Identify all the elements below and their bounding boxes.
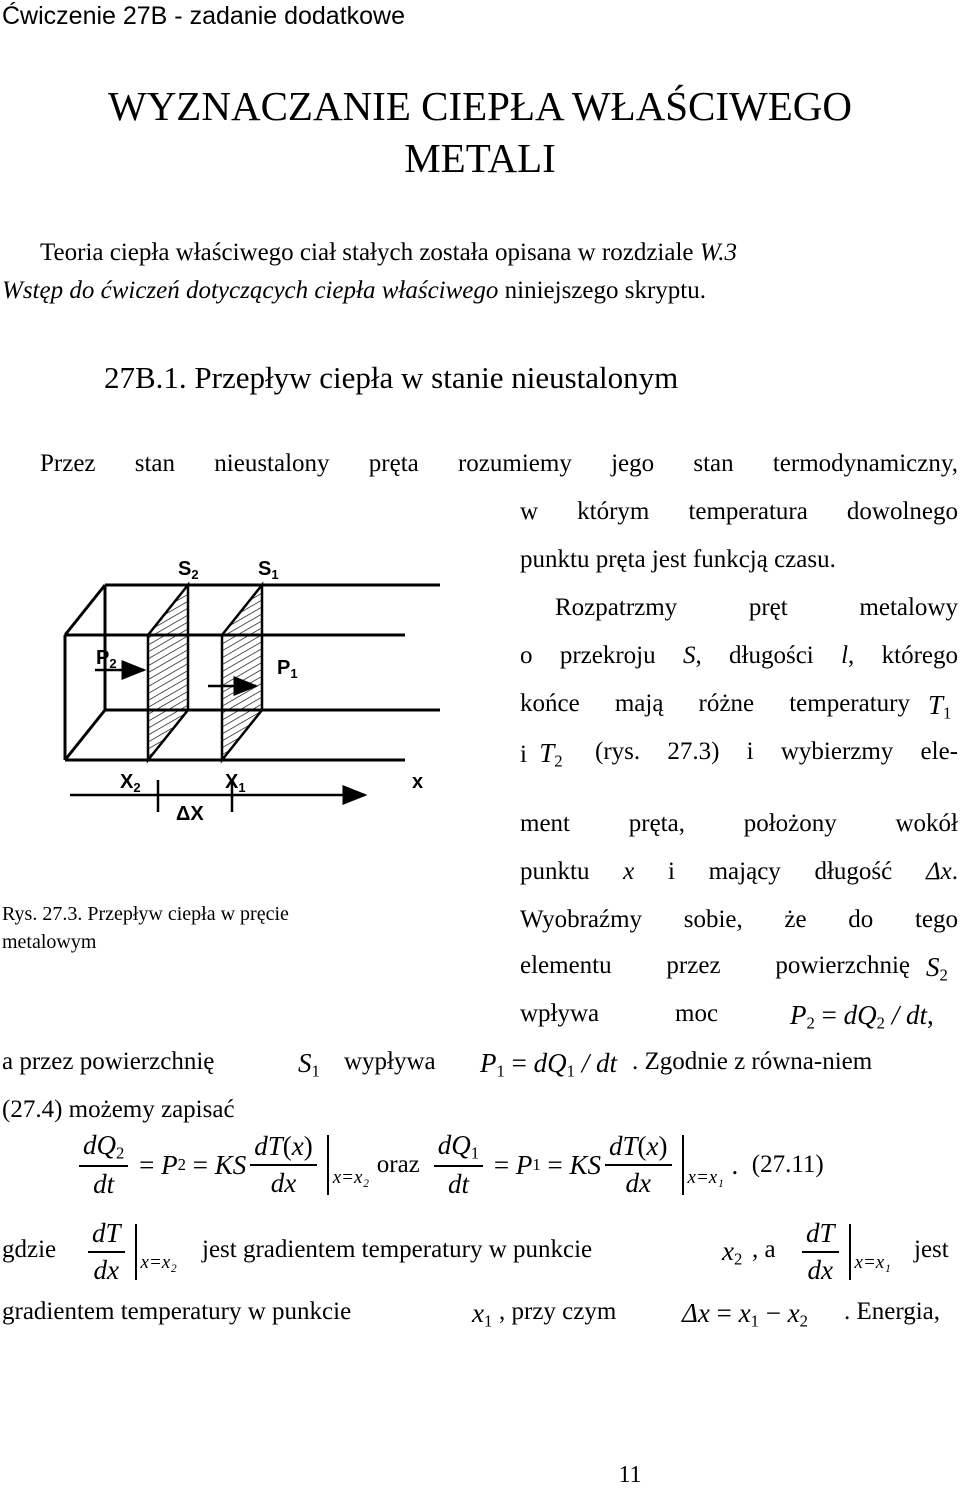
figure-caption: Rys. 27.3. Przepływ ciepła w pręcie metalowym [2,903,289,953]
para2-line-7: Wyobraźmy sobie, że do tego [520,906,958,933]
para2-line-8 [520,952,958,985]
para1-line-1: Przez stan nieustalony pręta rozumiemy jego stan termodynamiczny, [40,450,958,477]
frac-dQ2-dt: $\frac{dQ_2}{dt}$ [79,1130,128,1201]
label-dx: ΔX [176,803,204,825]
para2-line-5: ment pręta, położony wokół [520,810,958,837]
frac-dTx-dx-2: $\frac{dT(x)}{dx}$ [605,1131,672,1199]
text: moc [675,1000,719,1027]
section-heading: 27B.1. Przepływ ciepła w stanie nieustalonym [104,360,679,395]
para2-line-2 [520,642,958,670]
page-title [0,80,960,184]
grad-x2: $\frac{dT}{dx}$ x=x₂ [84,1218,197,1286]
para2-line-6: punktu x i mający długość Δx. [520,858,958,885]
para2-line-10 [2,1048,958,1081]
equation-27-11: $\frac{dQ_2}{dt}$ = P 2 = KS $\frac{dT(x)}{dx}$ x=x₂ oraz $\frac{dQ_1}{dt}$ = P 1 = KS $\frac{dT(x)}{dx}$ x=x₁ . (27.11) [75,1120,824,1210]
equation-number: (27.11) [751,1151,824,1178]
var-S2: $S_2$ [926,952,948,985]
var-T1: $T_1$ [928,690,952,723]
text: (rys. 27.3) i wybierzmy ele- [595,738,958,765]
text: gradientem temperatury w punkcie [2,1298,352,1325]
label-s1: $S_1$ [258,558,279,582]
label-x: x [412,771,424,793]
var-l: l [841,642,849,669]
para3-line-2 [2,1298,958,1331]
para1-line-3: punktu pręta jest funkcją czasu. [520,546,836,573]
text: a przez powierzchnię [2,1048,215,1075]
title-line-2: METALI [404,135,556,181]
label-p1: $P_1$ [277,657,298,681]
grad-cond-x2: x=x₂ [140,1252,177,1273]
var-x1: $x_1$ [472,1298,493,1331]
para3-line-1 [2,1218,958,1296]
para2-line-11: (27.4) możemy zapisać [2,1096,235,1123]
intro-ref: W.3 [699,239,738,266]
page-number: 11 [618,1462,642,1488]
intro-text-1: Teoria ciepła właściwego ciał stałych została opisana w rozdziale [40,239,700,266]
intro-line-1 [40,234,958,272]
intro-ref-title: Wstęp do ćwiczeń dotyczących ciepła właściwego [2,277,499,304]
text: i mający długość [634,858,926,885]
label-s2: $S_2$ [178,558,199,582]
text: . Energia, [844,1298,941,1325]
text: elementu przez powierzchnię [520,952,910,979]
formula-P2: $P_2 = dQ_2$ / dt, [790,1000,934,1033]
formula-dx: $\Delta x = x_1 - x_2$ [682,1298,809,1331]
text: o przekroju [520,642,683,669]
text: , długości [695,642,842,669]
text: wypływa [344,1048,436,1075]
text: punktu [520,858,624,885]
title-line-1: WYZNACZANIE CIEPŁA WŁAŚCIWEGO [108,83,852,129]
label-p2: $P_2$ [96,647,117,671]
text: jest [914,1236,949,1263]
label-x2: $X_2$ [120,771,141,795]
para2-line-3 [520,690,958,723]
heat-flow-figure [60,550,440,830]
var-T2: $T_2$ [539,738,563,771]
oraz-text: oraz [376,1151,420,1178]
var-x: x [623,858,635,885]
text: gdzie [2,1236,57,1263]
frac-dTx-dx: $\frac{dT(x)}{dx}$ [250,1131,317,1199]
text: , a [752,1236,776,1263]
label-x1: $X_1$ [225,771,246,795]
var-S: S [682,642,696,669]
text: i [520,741,534,768]
text: końce mają różne temperatury [520,690,910,717]
text: jest gradientem temperatury w punkcie [202,1236,593,1263]
text: , przy czym [499,1298,617,1325]
formula-P1: $P_1 = dQ_1$ / dt [480,1048,617,1081]
text: wpływa [520,1000,600,1027]
frac-dQ1-dt: $\frac{dQ_1}{dt}$ [434,1130,483,1201]
text: , którego [848,642,958,669]
text: . Zgodnie z równa-niem [632,1048,873,1075]
var-S1: $S_1$ [298,1048,320,1081]
para1-line-2: w którym temperatura dowolnego [520,498,958,525]
intro-text-2: niniejszego skryptu. [498,277,706,304]
eval-cond-x2: x=x₂ [332,1167,370,1188]
eval-cond-x1: x=x₁ [687,1167,724,1188]
para2-line-9 [520,1000,958,1033]
exercise-header: Ćwiczenie 27B - zadanie dodatkowe [2,2,406,30]
grad-cond-x1: x=x₁ [854,1252,891,1273]
para2-line-1: Rozpatrzmy pręt metalowy [555,594,958,621]
para2-line-4 [520,738,958,772]
intro-line-2 [2,272,706,310]
grad-x1: $\frac{dT}{dx}$ x=x₁ [798,1218,911,1286]
var-x2: $x_2$ [722,1236,743,1269]
var-dx: Δx [925,858,952,885]
